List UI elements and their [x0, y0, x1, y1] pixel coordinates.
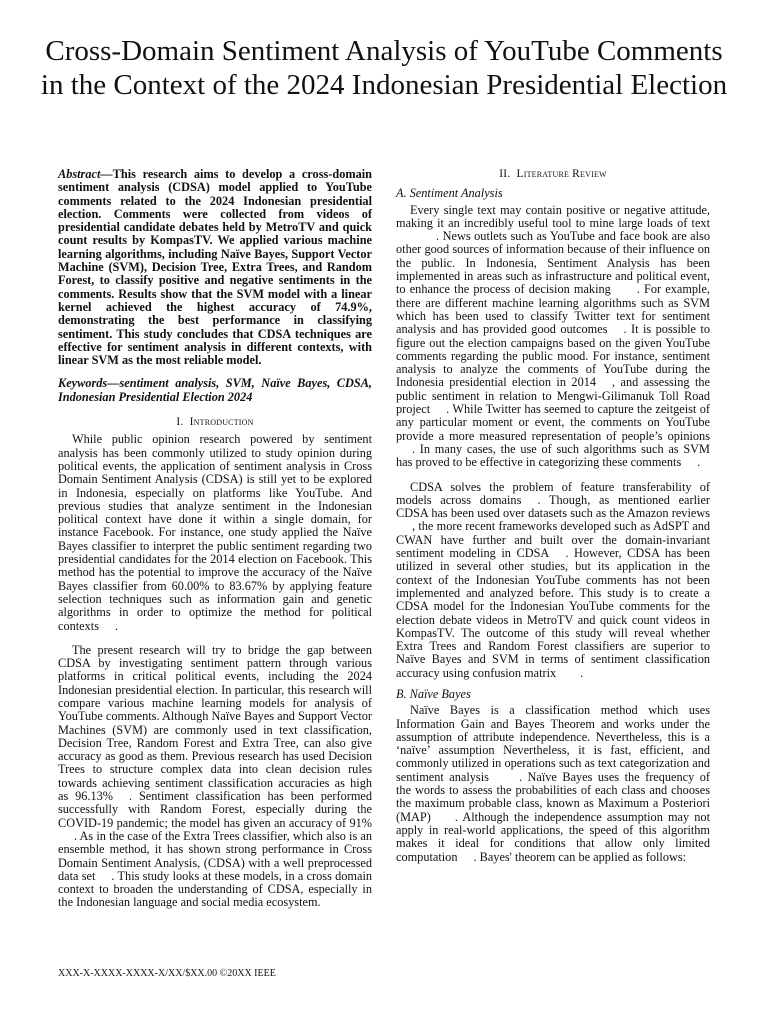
keywords-text: sentiment analysis, SVM, Naïve Bayes, CDSA, Indonesian Presidential Election 2024 [58, 376, 372, 404]
abstract-label: Abstract— [58, 167, 113, 181]
section-title: Literature Review [516, 168, 607, 180]
keywords-label: Keywords— [58, 376, 120, 391]
keywords [58, 377, 372, 404]
section-number: I. [176, 416, 184, 429]
paper-title: Cross-Domain Sentiment Analysis of YouTube Comments in the Context of the 2024 Indonesian Presidential Election [40, 35, 728, 101]
right-column [396, 168, 710, 864]
section-title: Introduction [189, 416, 254, 429]
intro-paragraph-2: The present research will try to bridge the gap between CDSA by investigating sentiment pattern through various platforms in critical political events, including the 2024 Indonesian presidential election. In particular, this research will compare various machine learning models for analysis of YouTube comments. Although Naïve Bayes and Support Vector Machines (SVM) are commonly used in text classification, Decision Tree, Random Forest and Extra Tree, can also give accuracy as good as them. Previous research has used Decision Trees to structure complex data into clean decision rules towards achieving sentiment classification accuracies as high as 96.13% . Sentiment classification has been performed successfully with Random Forest, especially during the COVID-19 pandemic; the model has given an accuracy of 91%. As in the case of the Extra Trees classifier, which also is an ensemble method, it has shown strong performance in Cross Domain Sentiment Analysis, (CDSA) with a well preprocessed data set . This study looks at these models, in a cross domain context to broaden the understanding of CDSA, especially in the Indonesian language and social media ecosystem. [58, 642, 373, 910]
section-number: II. [499, 168, 511, 180]
left-column [58, 168, 372, 910]
copyright-footer: XXX-X-XXXX-XXXX-X/XX/$XX.00 ©20XX IEEE [58, 968, 276, 979]
lit-paragraph-3: Naïve Bayes is a classification method which uses Information Gain and Bayes Theorem and works under the assumption of attribute independence. Nevertheless, this is a ‘naïve’ assumption Nevertheless, it is fast, efficient, and commonly utilized in operations such as text categorization and sentiment analysis . Naïve Bayes uses the frequency of the words to assess the probabilities of each class and chooses the maximum probable class, known as Maximum a Posteriori (MAP) . Although the independence assumption may not apply in real-world applications, the speed of this algorithm makes it ideal for conditions that allow only limited computation . Bayes' theorem can be applied as follows: [396, 703, 710, 864]
section-heading-literature-review [396, 168, 710, 181]
lit-paragraph-1: Every single text may contain positive or negative attitude, making it an incredibly useful tool to mine large loads of text. News outlets such as YouTube and face book are also other good sources of information because of their influence on the public. In Indonesia, Sentiment Analysis has been implemented in areas such as infrastructure and political event, to enhance the process of decision making . For example, there are different machine learning algorithms such as SVM which has been used to classify Twitter text for sentiment analysis and has provided good outcomes . It is possible to figure out the election campaigns based on the given YouTube comments regarding the public mood. For instance, sentiment analysis to analyze the comments of YouTube during the Indonesia presidential election in 2014 , and assessing the public sentiment in relation to Mengwi-Gilimanuk Toll Road project . While Twitter has seemed to capture the zeitgeist of any particular moment or event, the comments on YouTube provide a more measured representation of people’s opinions. In many cases, the use of such algorithms such as SVM has proved to be effective in categorizing these comments . [396, 202, 710, 470]
abstract-text: This research aims to develop a cross-domain sentiment analysis (CDSA) model applied to YouTube comments related to the 2024 Indonesian presidential election. Comments were collected from videos of presidential candidate debates held by MetroTV and quick count results by KompasTV. We applied various machine learning algorithms, including Naïve Bayes, Support Vector Machine (SVM), Decision Tree, Extra Trees, and Random Forest, to classify positive and negative sentiments in the comments. Results show that the SVM model with a linear kernel achieved the highest accuracy of 74.9%, demonstrating the best performance in classifying sentiment. This study concludes that CDSA techniques are effective for sentiment analysis in different contexts, with linear SVM as the most reliable model. [58, 167, 372, 368]
subsection-heading-naive-bayes: B. Naïve Bayes [396, 686, 471, 701]
subsection-heading-sentiment-analysis: A. Sentiment Analysis [396, 186, 503, 201]
intro-paragraph-1: While public opinion research powered by sentiment analysis has been commonly utilized to study opinion during political events, the application of sentiment analysis in Cross Domain Sentiment Analysis (CDSA) is still yet to be explored in Indonesia, especially on platforms like YouTube. And previous studies that analyze sentiment in the Indonesian political context have done it within a single domain, for instance Facebook. For instance, one study applied the Naïve Bayes classifier to interpret the public sentiment regarding two presidential candidates for the 2014 election on Facebook. This method has the potential to improve the accuracy of the Naïve Bayes classifier from 60.00% to 83.67% by applying feature selection techniques such as information gain and genetic algorithms in order to optimize the method for political contexts . [58, 432, 372, 633]
abstract [58, 168, 372, 367]
lit-paragraph-2: CDSA solves the problem of feature transferability of models across domains . Though, as mentioned earlier CDSA has been used over datasets such as the Amazon reviews, the more recent frameworks developed such as AdSPT and CWAN have further and built over the domain-invariant sentiment modeling in CDSA . However, CDSA has been utilized in several other studies, but its application in the context of the Indonesian YouTube comments has not been implemented and analyzed before. This study is to create a CDSA model for the Indonesian YouTube comments for the election debate videos in MetroTV and quick count videos in KompasTV. The outcome of this study will reveal whether Extra Trees and Random Forest classifiers are superior to Naïve Bayes and SVM in terms of sentiment classification accuracy using confusion matrix . [396, 479, 710, 680]
section-heading-introduction [58, 416, 372, 429]
